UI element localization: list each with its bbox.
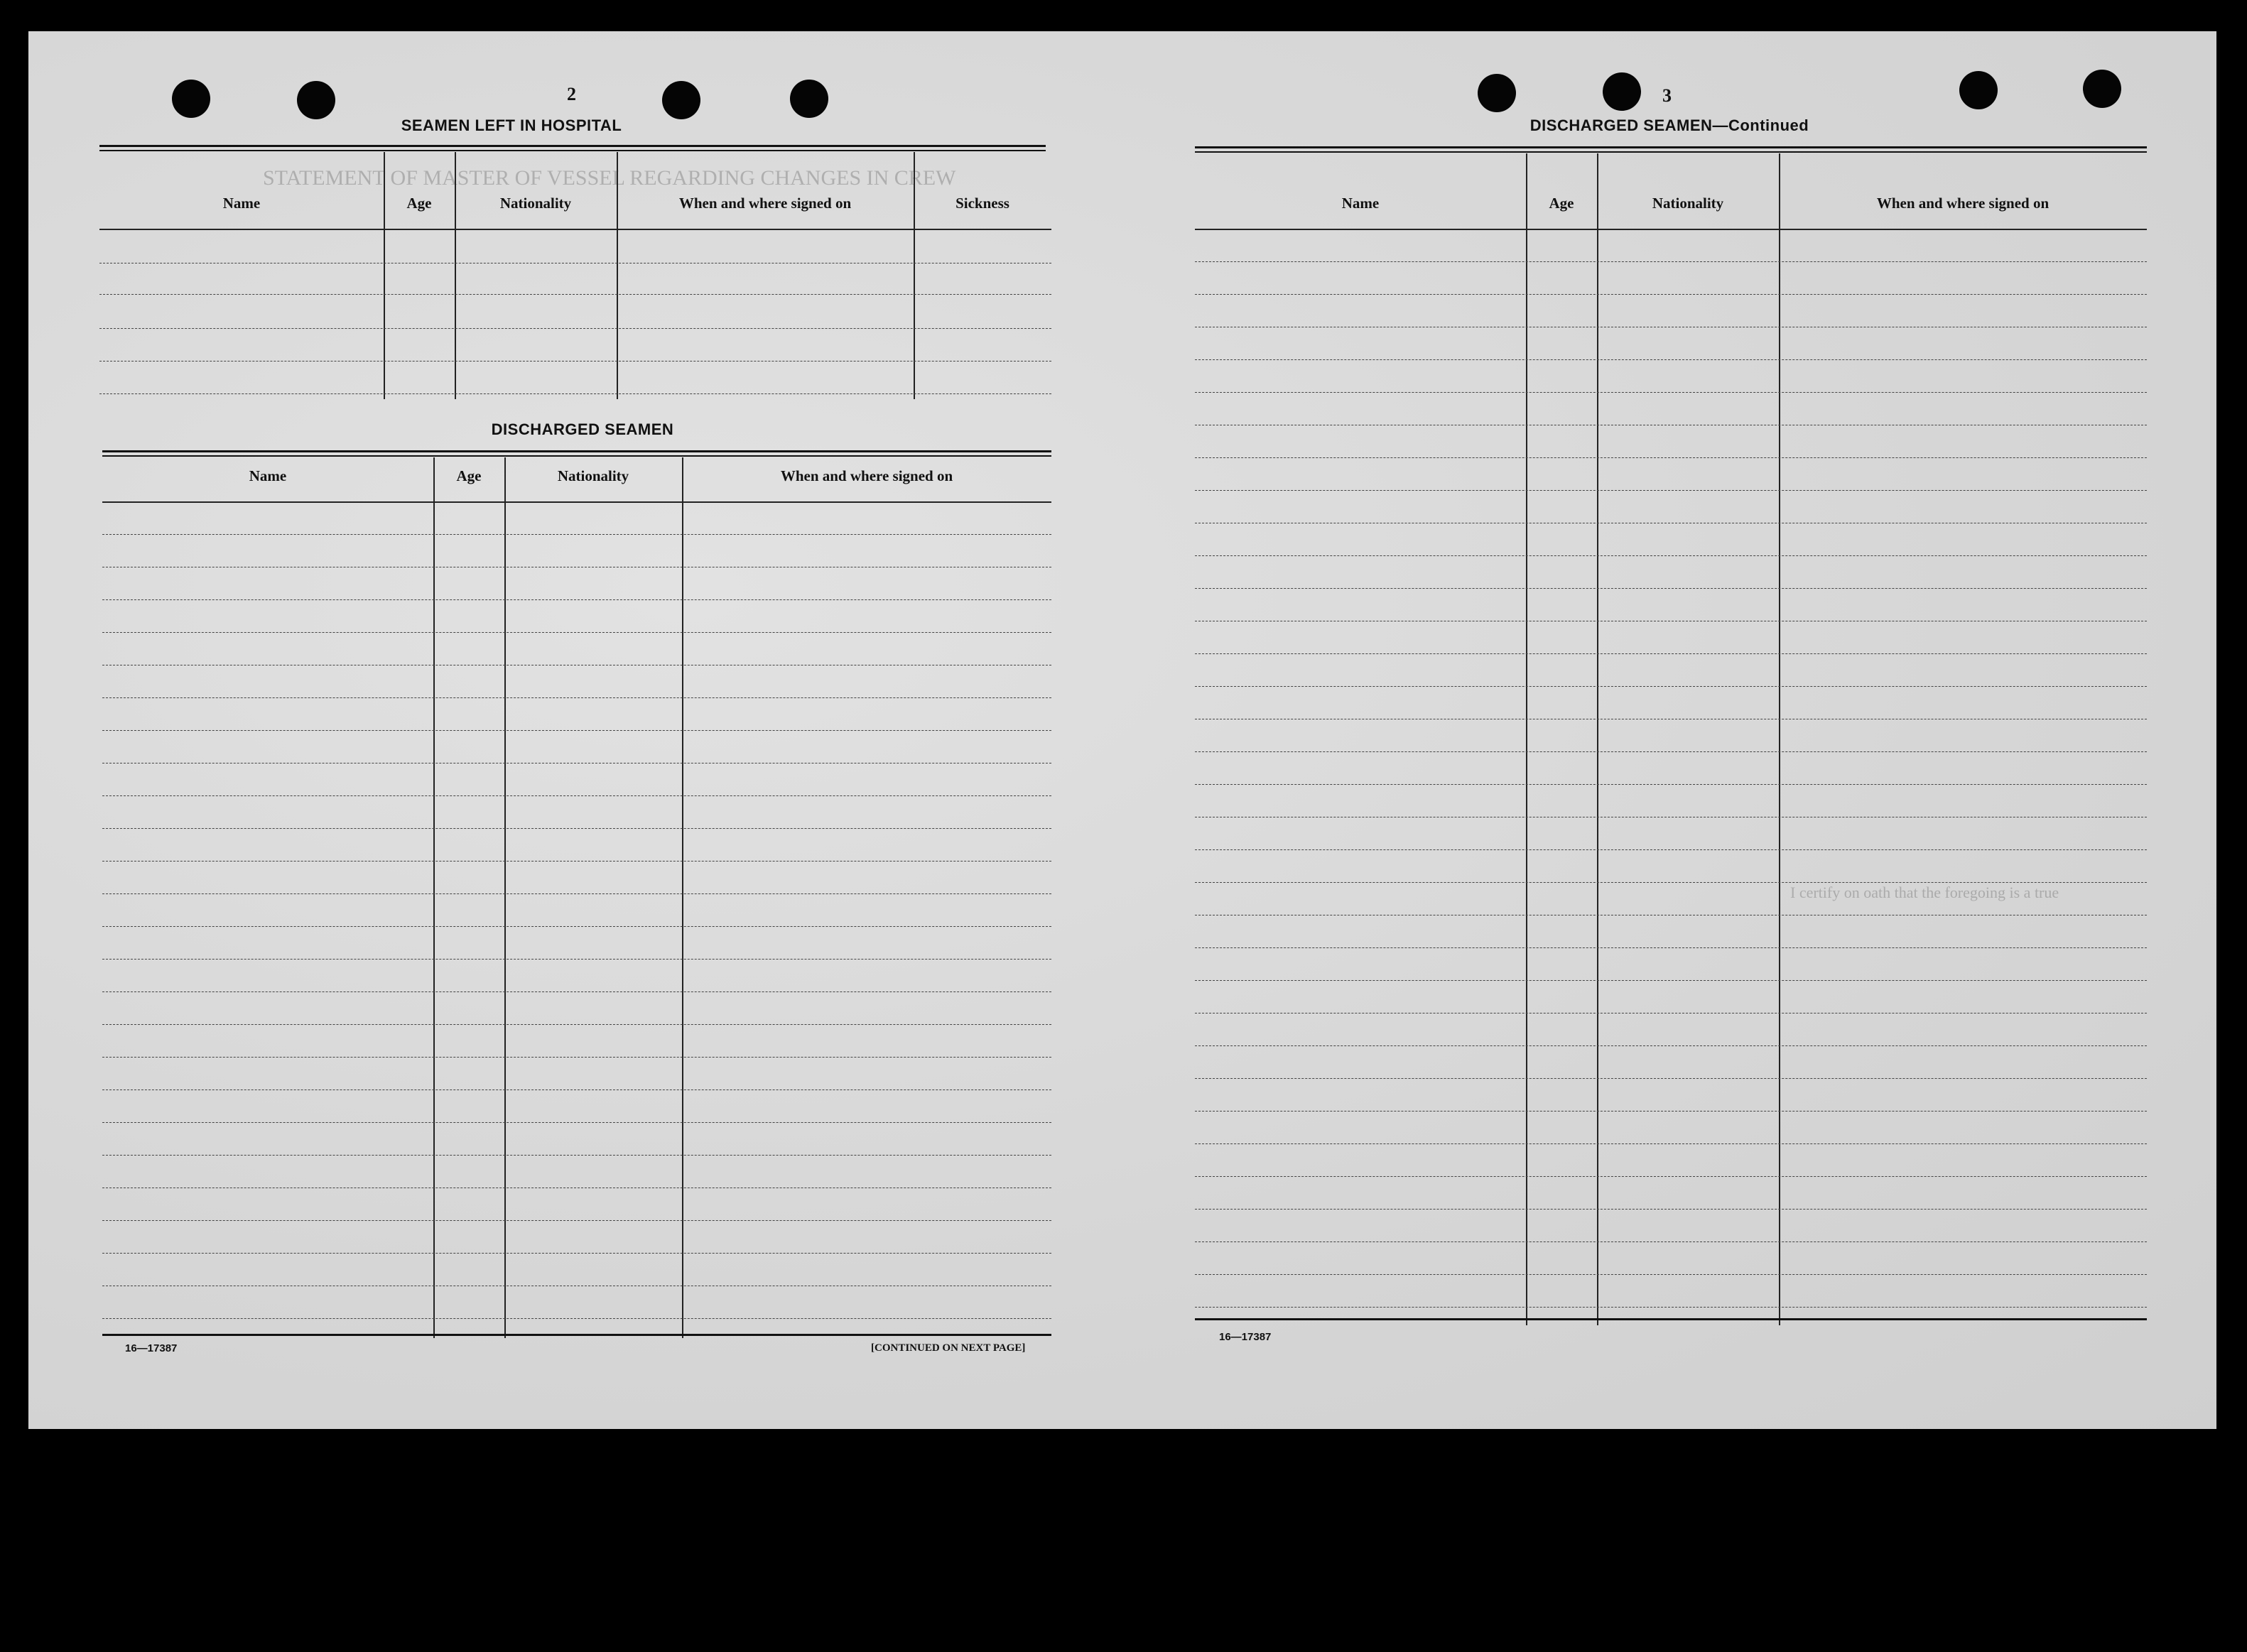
discharged-title-right-main: DISCHARGED SEAMEN xyxy=(1529,116,1713,134)
discharged-right-col-signed-on: When and where signed on xyxy=(1876,195,2050,212)
punch-hole xyxy=(297,81,335,119)
table-row xyxy=(1195,1241,2147,1242)
punch-hole xyxy=(1959,71,1998,109)
form-number-right: 16—17387 xyxy=(1219,1331,1272,1343)
table-row xyxy=(102,795,1051,796)
table-row xyxy=(1195,1209,2147,1210)
table-row xyxy=(102,730,1051,731)
table-row xyxy=(99,294,1051,295)
hospital-col-age: Age xyxy=(406,195,432,212)
punch-hole xyxy=(790,80,828,118)
table-row xyxy=(1195,653,2147,654)
form-number-left: 16—17387 xyxy=(125,1342,178,1354)
table-row xyxy=(102,1089,1051,1090)
discharged-section-title-left: DISCHARGED SEAMEN xyxy=(491,420,674,438)
punch-hole xyxy=(172,80,210,118)
punch-hole xyxy=(662,81,700,119)
table-row xyxy=(102,1318,1051,1319)
table-row xyxy=(102,861,1051,862)
hospital-col-sickness: Sickness xyxy=(955,195,1009,212)
table-row xyxy=(1195,751,2147,752)
discharged-table-right xyxy=(1195,153,2147,1325)
table-row xyxy=(102,959,1051,960)
table-row xyxy=(1195,457,2147,458)
table-row xyxy=(1195,947,2147,948)
hospital-title-rule xyxy=(99,145,1046,151)
table-row xyxy=(1195,588,2147,589)
table-row xyxy=(1195,1045,2147,1046)
table-row xyxy=(1195,294,2147,295)
table-row xyxy=(102,1155,1051,1156)
table-row xyxy=(1195,1307,2147,1308)
table-row xyxy=(102,1122,1051,1123)
table-row xyxy=(1195,1078,2147,1079)
table-row xyxy=(102,599,1051,600)
discharged-right-col-nationality: Nationality xyxy=(1652,195,1724,212)
punch-hole xyxy=(1478,74,1516,112)
table-row xyxy=(102,828,1051,829)
table-row xyxy=(1195,784,2147,785)
table-row xyxy=(1195,1013,2147,1014)
hospital-col-name: Name xyxy=(222,195,261,212)
discharged-section-title-right xyxy=(1421,116,1918,135)
table-row xyxy=(1195,686,2147,687)
table-row xyxy=(102,893,1051,894)
punch-hole xyxy=(2083,70,2121,108)
bleed-through-text: I certify on oath that the foregoing is a true xyxy=(1790,884,2059,901)
continued-note: [CONTINUED ON NEXT PAGE] xyxy=(871,1342,1026,1354)
discharged-title-rule-right xyxy=(1195,146,2147,153)
table-row xyxy=(99,361,1051,362)
discharged-title-right-suffix: —Continued xyxy=(1712,116,1809,134)
table-row xyxy=(102,1253,1051,1254)
table-row xyxy=(102,1057,1051,1058)
bleed-through-text: STATEMENT OF MASTER OF VESSEL REGARDING CHANGES IN CREW xyxy=(263,166,956,190)
discharged-col-signed-on: When and where signed on xyxy=(780,467,953,484)
discharged-right-col-name: Name xyxy=(1341,195,1380,212)
table-row xyxy=(1195,359,2147,360)
table-row xyxy=(102,991,1051,992)
hospital-col-nationality: Nationality xyxy=(499,195,572,212)
hospital-section-title: SEAMEN LEFT IN HOSPITAL xyxy=(401,116,622,134)
page-number-right: 3 xyxy=(1662,85,1672,106)
discharged-col-name: Name xyxy=(249,467,287,484)
table-row xyxy=(1195,392,2147,393)
table-row xyxy=(1195,882,2147,883)
table-row xyxy=(1195,490,2147,491)
discharged-col-age: Age xyxy=(456,467,482,484)
table-row xyxy=(102,632,1051,633)
table-row xyxy=(102,697,1051,698)
table-row xyxy=(1195,261,2147,262)
table-row xyxy=(99,328,1051,329)
table-row xyxy=(102,1220,1051,1221)
table-row xyxy=(1195,555,2147,556)
hospital-table xyxy=(99,152,1051,399)
table-row xyxy=(1195,1176,2147,1177)
discharged-table-left xyxy=(102,457,1051,1338)
table-row xyxy=(1195,980,2147,981)
table-row xyxy=(1195,849,2147,850)
document-scan xyxy=(28,31,2216,1429)
discharged-right-col-age: Age xyxy=(1549,195,1574,212)
table-row xyxy=(1195,1274,2147,1275)
punch-hole xyxy=(1603,72,1641,111)
hospital-col-signed-on: When and where signed on xyxy=(678,195,852,212)
table-row xyxy=(102,926,1051,927)
table-row xyxy=(102,534,1051,535)
table-row xyxy=(102,1024,1051,1025)
discharged-col-nationality: Nationality xyxy=(557,467,629,484)
page-number-left: 2 xyxy=(567,84,576,104)
table-row xyxy=(99,393,1051,394)
table-row xyxy=(1195,1143,2147,1144)
discharged-title-rule-left xyxy=(102,450,1051,457)
table-row xyxy=(1195,1111,2147,1112)
